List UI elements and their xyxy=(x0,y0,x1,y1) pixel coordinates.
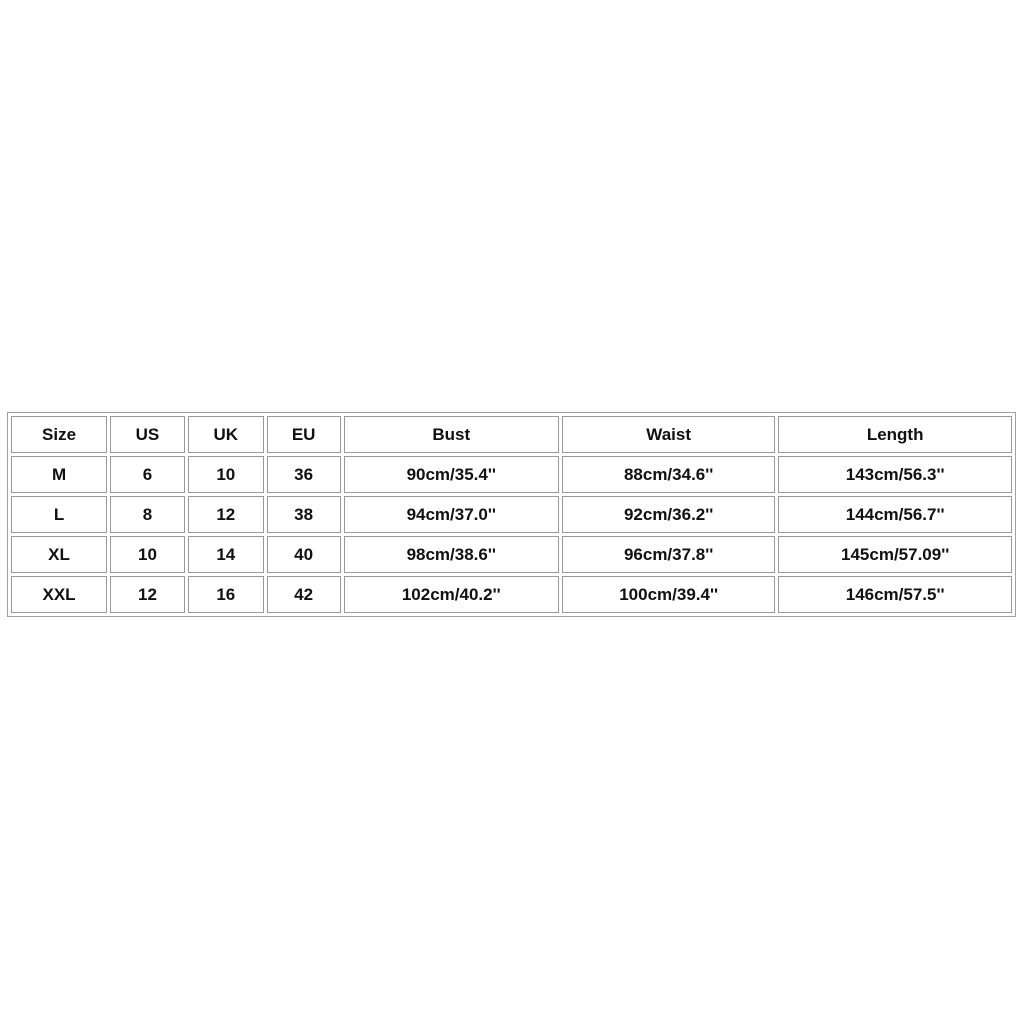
cell-eu: 42 xyxy=(267,576,341,613)
cell-us: 6 xyxy=(110,456,185,493)
cell-waist: 100cm/39.4'' xyxy=(562,576,775,613)
cell-size: M xyxy=(11,456,107,493)
table-row xyxy=(11,456,1012,493)
cell-waist: 88cm/34.6'' xyxy=(562,456,775,493)
header-length: Length xyxy=(778,416,1012,453)
table-row xyxy=(11,496,1012,533)
cell-us: 8 xyxy=(110,496,185,533)
cell-length: 145cm/57.09'' xyxy=(778,536,1012,573)
header-bust: Bust xyxy=(344,416,559,453)
cell-bust: 90cm/35.4'' xyxy=(344,456,559,493)
table-row xyxy=(11,576,1012,613)
cell-us: 12 xyxy=(110,576,185,613)
cell-waist: 92cm/36.2'' xyxy=(562,496,775,533)
table-header-row xyxy=(11,416,1012,453)
cell-bust: 94cm/37.0'' xyxy=(344,496,559,533)
cell-size: XL xyxy=(11,536,107,573)
cell-bust: 98cm/38.6'' xyxy=(344,536,559,573)
cell-waist: 96cm/37.8'' xyxy=(562,536,775,573)
cell-uk: 14 xyxy=(188,536,264,573)
cell-bust: 102cm/40.2'' xyxy=(344,576,559,613)
cell-length: 146cm/57.5'' xyxy=(778,576,1012,613)
cell-size: L xyxy=(11,496,107,533)
header-uk: UK xyxy=(188,416,264,453)
cell-size: XXL xyxy=(11,576,107,613)
cell-eu: 36 xyxy=(267,456,341,493)
header-size: Size xyxy=(11,416,107,453)
size-chart-table xyxy=(7,412,1016,617)
cell-uk: 10 xyxy=(188,456,264,493)
header-us: US xyxy=(110,416,185,453)
cell-us: 10 xyxy=(110,536,185,573)
cell-length: 144cm/56.7'' xyxy=(778,496,1012,533)
cell-length: 143cm/56.3'' xyxy=(778,456,1012,493)
header-eu: EU xyxy=(267,416,341,453)
table-row xyxy=(11,536,1012,573)
cell-uk: 16 xyxy=(188,576,264,613)
cell-eu: 40 xyxy=(267,536,341,573)
header-waist: Waist xyxy=(562,416,775,453)
cell-uk: 12 xyxy=(188,496,264,533)
cell-eu: 38 xyxy=(267,496,341,533)
